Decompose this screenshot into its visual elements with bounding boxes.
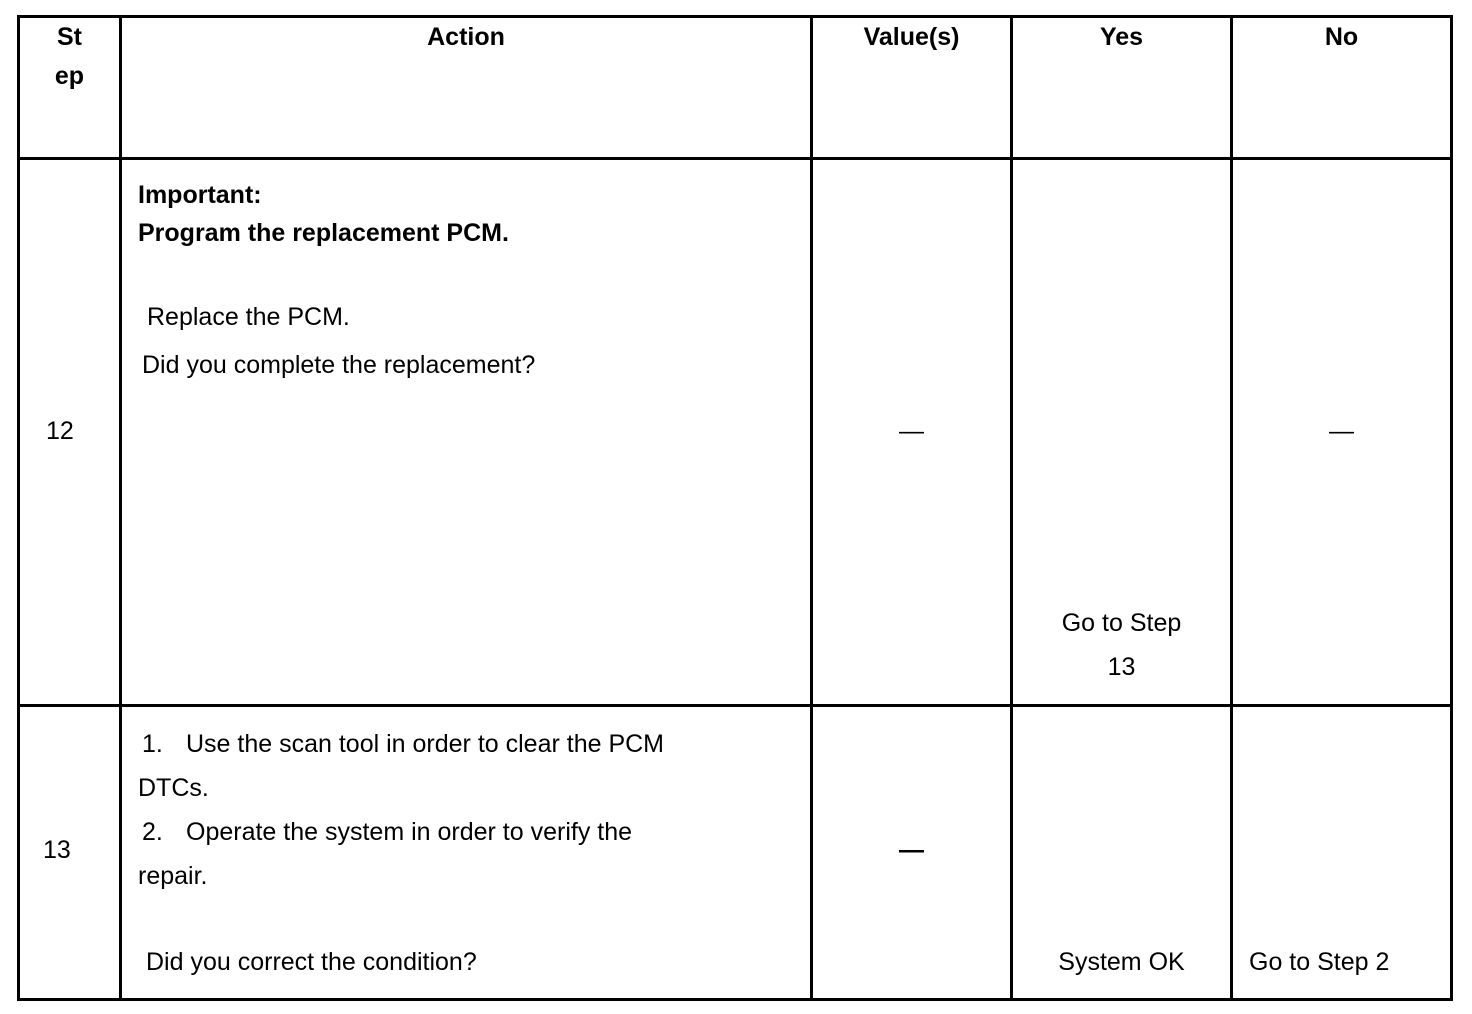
header-yes [1012,17,1232,159]
action-cell [121,159,812,706]
yes-line1: Go to Step [1061,609,1182,637]
header-action [121,17,812,159]
yes-text: System OK [1058,948,1185,976]
list-item-number: 2. [142,818,163,846]
value-dash: — [899,417,924,445]
header-no [1232,17,1452,159]
header-step-line1: St [57,23,82,51]
value-cell [812,159,1012,706]
header-step-line2: ep [54,62,85,90]
step-cell [19,706,121,1000]
step-number: 13 [43,836,71,864]
header-yes-label: Yes [1099,23,1144,51]
header-row [19,17,1452,159]
yes-cell [1012,159,1232,706]
value-cell [812,706,1012,1000]
no-cell [1232,706,1452,1000]
table-row [19,706,1452,1000]
list-item-text-cont: repair. [138,862,208,890]
important-text: Program the replacement PCM. [138,219,509,247]
header-action-label: Action [427,23,505,51]
action-line: Replace the PCM. [147,303,350,331]
important-label: Important: [138,181,262,209]
header-no-label: No [1324,23,1359,51]
value-dash: — [899,836,924,864]
header-values [812,17,1012,159]
list-item-text: Operate the system in order to verify the [186,818,633,846]
table-row [19,159,1452,706]
list-item-text: Use the scan tool in order to clear the PCM [186,730,665,758]
diagnostic-table [17,15,1453,1001]
no-text: Go to Step 2 [1249,948,1390,976]
no-cell [1232,159,1452,706]
list-item-number: 1. [142,730,163,758]
action-cell [121,706,812,1000]
step-cell [19,159,121,706]
header-values-label: Value(s) [863,23,960,51]
action-question: Did you correct the condition? [146,948,477,976]
no-dash: — [1329,417,1354,445]
action-question: Did you complete the replacement? [142,351,536,379]
header-step [19,17,121,159]
yes-cell [1012,706,1232,1000]
step-number: 12 [46,417,74,445]
list-item-text-cont: DTCs. [138,774,209,802]
yes-line2: 13 [1107,653,1136,681]
